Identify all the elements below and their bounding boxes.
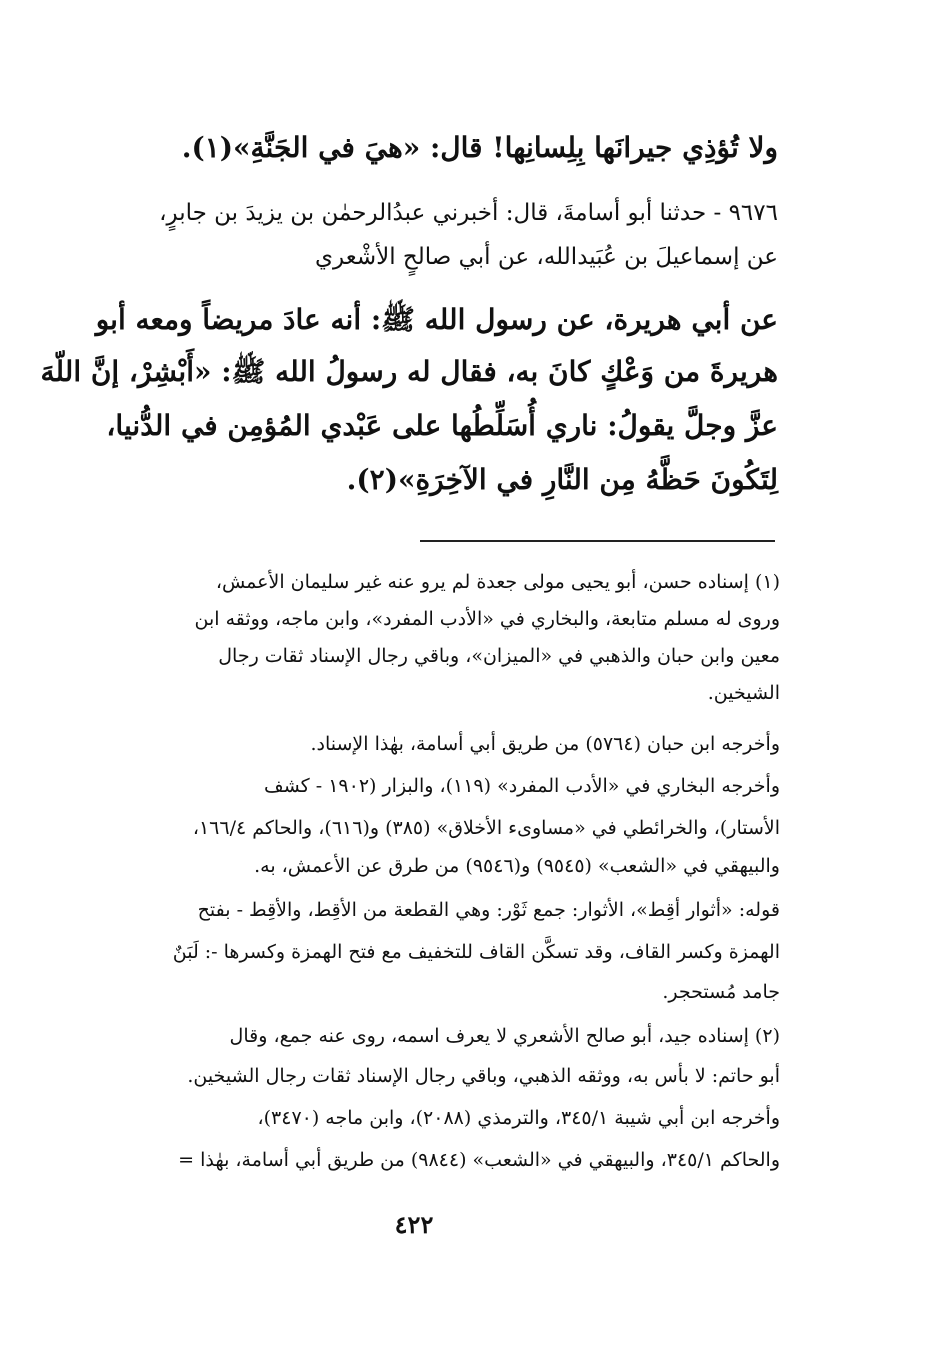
footnote-line: جامد مُستحجر. xyxy=(662,981,780,1003)
footnote-line: أبو حاتم: لا بأس به، ووثقه الذهبي، وباقي رجال الإسناد ثقات رجال الشيخين. xyxy=(187,1065,780,1087)
footnote-line: الشيخين. xyxy=(707,682,780,704)
main-text-line: عن أبي هريرة، عن رسول الله ﷺ: أنه عادَ مريضاً ومعه أبو xyxy=(95,303,778,336)
footnote-line: وروى له مسلم متابعة، والبخاري في «الأدب المفرد»، وابن ماجه، ووثقه ابن xyxy=(194,608,780,630)
main-text-line: ولا تُؤذِي جيرانَها بِلِسانِها! قال: «هيَ في الجَنَّةِ»(١). xyxy=(181,131,778,164)
main-text-line: عزَّ وجلَّ يقولُ: ناري أُسَلِّطُها على عَبْدي المُؤمِن في الدُّنيا، xyxy=(106,409,778,442)
footnote-line: الهمزة وكسر القاف، وقد تسكَّن القاف للتخفيف مع فتح الهمزة وكسرها -: لَبَنٌ xyxy=(172,941,780,963)
hadith-chain-line: عن إسماعيلَ بن عُبَيدالله، عن أبي صالحٍ الأشْعري xyxy=(315,244,778,270)
page-number: ٤٢٢ xyxy=(394,1210,434,1239)
footnote-line: (٢) إسناده جيد، أبو صالح الأشعري لا يعرف اسمه، روى عنه جمع، وقال xyxy=(229,1025,780,1047)
main-text-line: لِتَكُونَ حَظَّهُ مِن النَّارِ في الآخِرَةِ»(٢). xyxy=(346,463,778,496)
footnote-line: قوله: «أثوار أقِط»، الأثوار: جمع ثَوْر: وهي القطعة من الأقِط، والأقِط - بفتح xyxy=(197,899,780,921)
footnote-line: معين وابن حبان والذهبي في «الميزان»، وباقي رجال الإسناد ثقات رجال xyxy=(218,645,780,667)
footnote-line: والحاكم ٣٤٥/١، والبيهقي في «الشعب» (٩٨٤٤) من طريق أبي أسامة، بهٰذا = xyxy=(178,1149,780,1171)
footnote-line: وأخرجه ابن أبي شيبة ٣٤٥/١، والترمذي (٢٠٨٨)، وابن ماجه (٣٤٧٠)، xyxy=(257,1107,780,1129)
footnote-divider xyxy=(420,540,775,542)
footnote-line: وأخرجه ابن حبان (٥٧٦٤) من طريق أبي أسامة، بهٰذا الإسناد. xyxy=(310,733,780,755)
footnote-line: والبيهقي في «الشعب» (٩٥٤٥) و(٩٥٤٦) من طرق عن الأعمش، به. xyxy=(254,855,780,877)
main-text-line: هريرةَ من وَعْكٍ كانَ به، فقال له رسولُ الله ﷺ: «أَبْشِرْ، إنَّ اللّهَ xyxy=(40,355,778,388)
footnote-line: وأخرجه البخاري في «الأدب المفرد» (١١٩)، والبزار (١٩٠٢ - كشف xyxy=(264,775,780,797)
footnote-line: (١) إسناده حسن، أبو يحيى مولى جعدة لم يرو عنه غير سليمان الأعمش، xyxy=(215,571,780,593)
footnote-line: الأستار)، والخرائطي في «مساوىء الأخلاق» (٣٨٥) و(٦١٦)، والحاكم ١٦٦/٤، xyxy=(192,817,780,839)
hadith-chain-line: ٩٦٧٦ - حدثنا أبو أسامةَ، قال: أخبرني عبدُالرحمٰن بن يزيدَ بن جابرٍ، xyxy=(159,200,778,226)
